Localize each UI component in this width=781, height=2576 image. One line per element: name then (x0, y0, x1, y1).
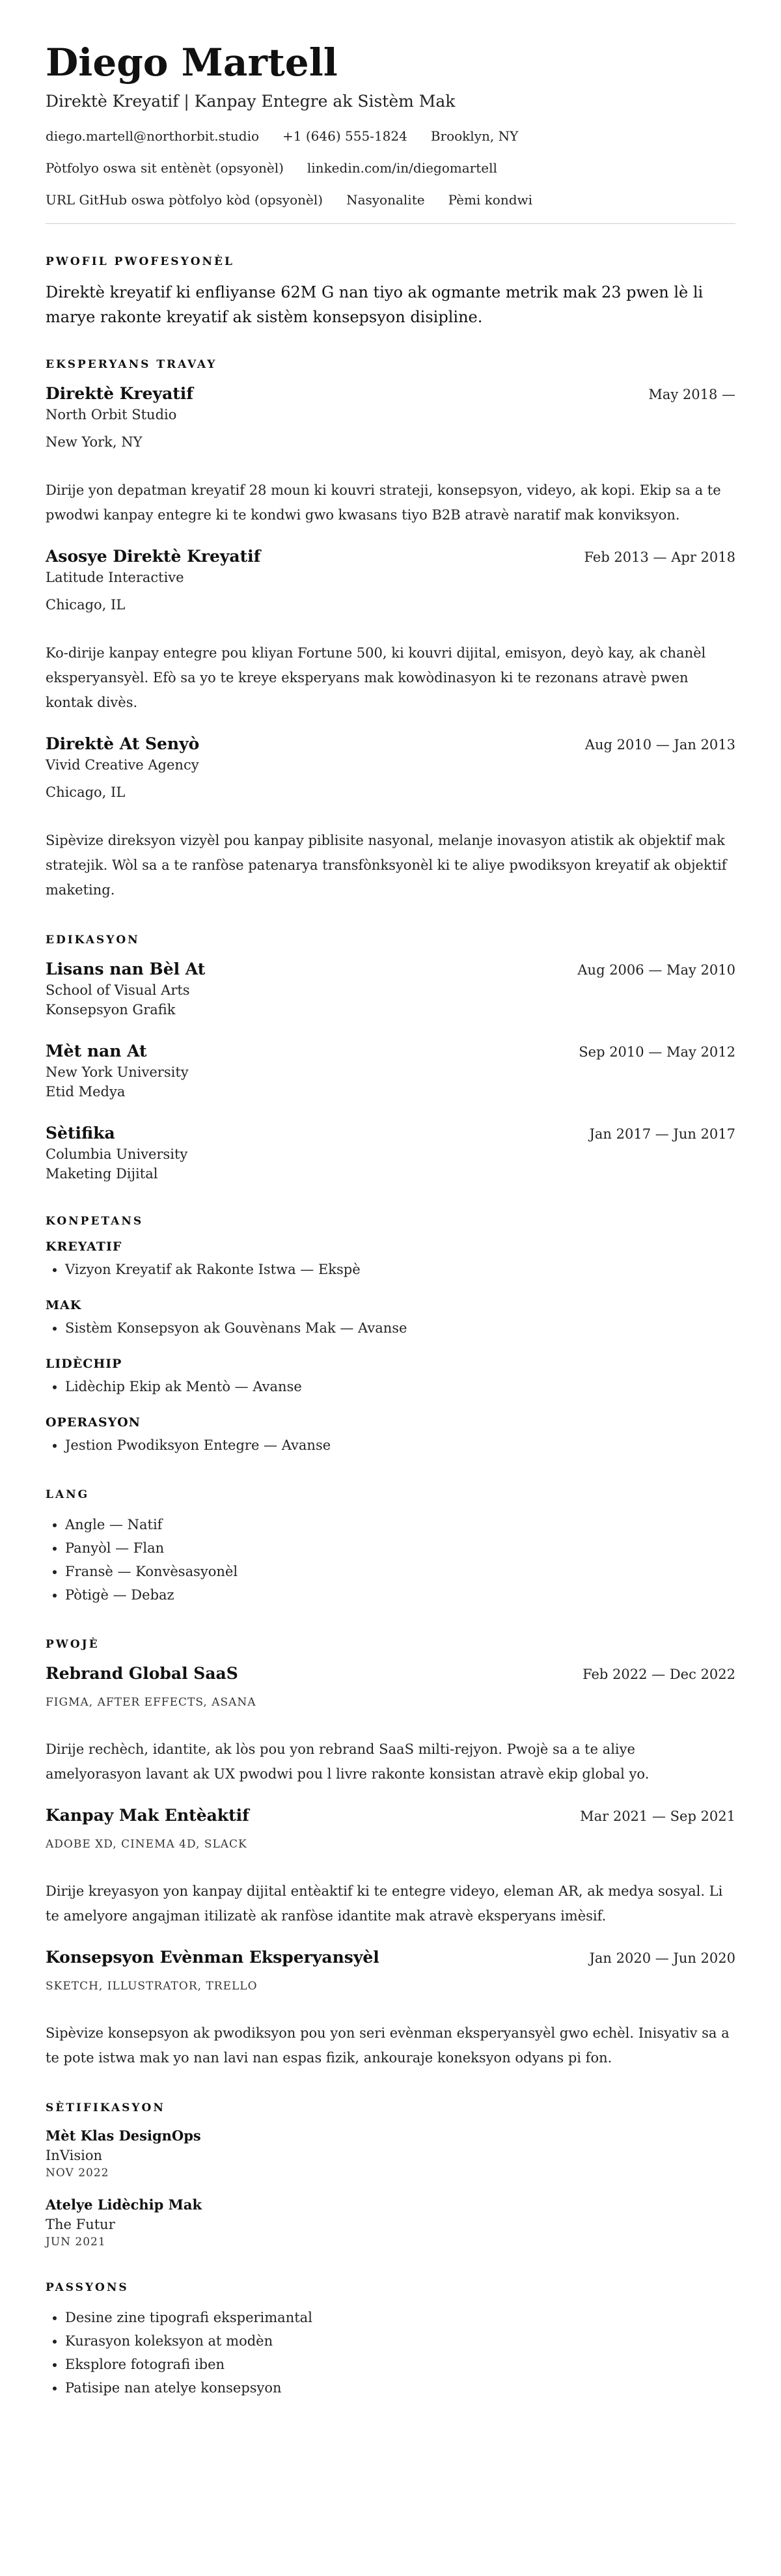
contact-email[interactable]: diego.martell@northorbit.studio (46, 128, 260, 144)
experience-section (46, 358, 735, 902)
degree-dates: Aug 2006 — May 2010 (577, 962, 735, 978)
project-entry-head (46, 1946, 735, 1969)
project-dates: Jan 2020 — Jun 2020 (589, 1950, 735, 1966)
job-title: Direktè Kreyatif (46, 384, 194, 403)
degree-dates: Jan 2017 — Jun 2017 (589, 1126, 735, 1142)
school-name: Columbia University (46, 1146, 188, 1162)
project-tools: SKETCH, ILLUSTRATOR, TRELLO (46, 1980, 258, 1993)
degree-title: Lisans nan Bèl At (46, 960, 206, 978)
job-company: Latitude Interactive (46, 570, 184, 585)
job-title: Direktè At Senyò (46, 734, 200, 753)
projects-section-title: PWOJÈ (46, 1638, 100, 1651)
field-of-study: Konsepsyon Grafik (46, 1002, 176, 1018)
certifications-section (46, 2101, 735, 2250)
job-company: Vivid Creative Agency (46, 757, 199, 773)
skills-section (46, 1215, 735, 1457)
degree-title: Sètifika (46, 1124, 115, 1143)
job-description: Dirije yon depatman kreyatif 28 moun ki kouvri strateji, konsepsyon, videyo, ak kopi. Ekip sa a te pwodwi kanpay entegre ki te kondwi gwo kwasans tiyo B2B atravè naratif mak konviksyon. (46, 482, 721, 523)
field-of-study: Etid Medya (46, 1084, 126, 1100)
job-title: Asosye Direktè Kreyatif (46, 547, 261, 566)
skill-list (46, 1433, 735, 1457)
degree-dates: Sep 2010 — May 2012 (579, 1044, 735, 1060)
project-entry (46, 1805, 735, 1928)
certification-entry (46, 2195, 735, 2250)
skills-section-title: KONPETANS (46, 1215, 144, 1228)
skill-list (46, 1375, 735, 1398)
contact-github[interactable]: URL GitHub oswa pòtfolyo kòd (opsyonèl) (46, 192, 323, 208)
school-name: School of Visual Arts (46, 982, 190, 998)
field-of-study: Maketing Dijital (46, 1166, 158, 1182)
degree-title: Mèt nan At (46, 1042, 147, 1060)
certification-date: JUN 2021 (46, 2236, 106, 2249)
interest-item: • Desine zine tipografi eksperimantal (65, 2306, 735, 2329)
job-company: North Orbit Studio (46, 407, 177, 422)
skill-category: MAK (46, 1298, 82, 1312)
interest-item: • Eksplore fotografi iben (65, 2353, 735, 2376)
skill-list (46, 1258, 735, 1281)
interests-section (46, 2281, 735, 2400)
education-entry-head (46, 958, 735, 980)
contact-phone[interactable]: +1 (646) 555-1824 (282, 128, 407, 144)
project-entry-head (46, 1805, 735, 1827)
skill-category: KREYATIF (46, 1240, 122, 1254)
job-location: Chicago, IL (46, 597, 126, 613)
contact-row-primary (46, 128, 735, 145)
skill-item: • Lidèchip Ekip ak Mentò — Avanse (65, 1375, 735, 1398)
skill-category: OPERASYON (46, 1415, 141, 1430)
summary-section-title: PWOFIL PWOFESYONÈL (46, 255, 234, 268)
school-name: New York University (46, 1064, 189, 1080)
education-section (46, 934, 735, 1184)
skill-list (46, 1316, 735, 1340)
language-list (46, 1513, 735, 1607)
languages-section-title: LANG (46, 1488, 90, 1501)
contact-work-permit: Pèmi kondwi (448, 192, 533, 208)
experience-entry (46, 383, 735, 527)
job-description: Ko-dirije kanpay entegre pou kliyan Fortune 500, ki kouvri dijital, emisyon, deyò kay, ak chanèl eksperyansyèl. Efò sa yo te kreye eksperyans mak kowòdinasyon ki te rezonans atravè pwen kontak divès. (46, 645, 706, 710)
certifications-section-title: SÈTIFIKASYON (46, 2101, 165, 2114)
interests-section-title: PASSYONS (46, 2281, 129, 2294)
project-name: Rebrand Global SaaS (46, 1664, 238, 1683)
project-tools: FIGMA, AFTER EFFECTS, ASANA (46, 1696, 256, 1709)
contact-row-links (46, 159, 735, 176)
project-entry (46, 1946, 735, 2070)
project-description: Sipèvize konsepsyon ak pwodiksyon pou yon seri evènman eksperyansyèl gwo echèl. Inisyativ sa a te pote istwa mak yo nan lavi nan espas fizik, ankouraje koneksyon odyans pi fon. (46, 2025, 730, 2066)
certification-issuer: InVision (46, 2148, 102, 2163)
candidate-headline: Direktè Kreyatif | Kanpay Entegre ak Sistèm Mak (46, 92, 456, 111)
contact-nationality: Nasyonalite (346, 192, 425, 208)
project-dates: Feb 2022 — Dec 2022 (582, 1667, 735, 1682)
education-entry-head (46, 1040, 735, 1062)
experience-entry-head (46, 546, 735, 568)
language-item: • Angle — Natif (65, 1513, 735, 1536)
project-entry-head (46, 1663, 735, 1685)
resume-header (46, 40, 735, 208)
project-description: Dirije kreyasyon yon kanpay dijital entèaktif ki te entegre videyo, eleman AR, ak medya sosyal. Li te amelyore angajman itilizatè ak ranfòse idantite mak atravè eksperyans imèsif. (46, 1883, 723, 1924)
contact-portfolio[interactable]: Pòtfolyo oswa sit entènèt (opsyonèl) (46, 160, 284, 176)
experience-section-title: EKSPERYANS TRAVAY (46, 358, 217, 371)
project-description: Dirije rechèch, idantite, ak lòs pou yon rebrand SaaS milti-rejyon. Pwojè sa a te aliye amelyorasyon lavant ak UX pwodwi pou l livre rakonte konsistan atravè ekip global yo. (46, 1741, 650, 1782)
certification-entry (46, 2126, 735, 2181)
skill-item: • Jestion Pwodiksyon Entegre — Avanse (65, 1433, 735, 1457)
job-dates: May 2018 — (648, 387, 735, 402)
certification-date: NOV 2022 (46, 2167, 109, 2180)
projects-section (46, 1638, 735, 2070)
language-item: • Pòtigè — Debaz (65, 1583, 735, 1607)
interest-list (46, 2306, 735, 2400)
job-location: Chicago, IL (46, 784, 126, 800)
skill-item: • Sistèm Konsepsyon ak Gouvènans Mak — Avanse (65, 1316, 735, 1340)
language-item: • Fransè — Konvèsasyonèl (65, 1560, 735, 1583)
project-name: Kanpay Mak Entèaktif (46, 1806, 249, 1825)
project-tools: ADOBE XD, CINEMA 4D, SLACK (46, 1838, 247, 1851)
experience-entry (46, 733, 735, 902)
language-item: • Panyòl — Flan (65, 1536, 735, 1560)
skill-item: • Vizyon Kreyatif ak Rakonte Istwa — Ekspè (65, 1258, 735, 1281)
education-entry (46, 958, 735, 1019)
certification-name: Mèt Klas DesignOps (46, 2127, 201, 2144)
education-section-title: EDIKASYON (46, 934, 140, 947)
summary-text: Direktè kreyatif ki enfliyanse 62M G nan tiyo ak ogmante metrik mak 23 pwen lè li marye rakonte kreyatif ak sistèm konsepsyon disipline. (46, 283, 704, 326)
job-dates: Feb 2013 — Apr 2018 (584, 549, 735, 565)
project-entry (46, 1663, 735, 1786)
contact-location: Brooklyn, NY (430, 128, 519, 144)
job-description: Sipèvize direksyon vizyèl pou kanpay piblisite nasyonal, melanje inovasyon atistik ak objektif mak stratejik. Wòl sa a te ranfòse patenarya transfònksyonèl ki te aliye pwodiksyon kreyatif ak objektif maketing. (46, 833, 727, 898)
skill-category: LIDÈCHIP (46, 1357, 122, 1371)
certification-name: Atelye Lidèchip Mak (46, 2196, 202, 2213)
interest-item: • Patisipe nan atelye konsepsyon (65, 2376, 735, 2400)
education-entry (46, 1122, 735, 1184)
certification-issuer: The Futur (46, 2217, 115, 2232)
job-dates: Aug 2010 — Jan 2013 (584, 737, 735, 753)
summary-section (46, 255, 735, 329)
education-entry (46, 1040, 735, 1101)
experience-entry (46, 546, 735, 715)
education-entry-head (46, 1122, 735, 1144)
contact-linkedin[interactable]: linkedin.com/in/diegomartell (307, 160, 497, 176)
languages-section (46, 1488, 735, 1607)
experience-entry-head (46, 383, 735, 405)
interest-item: • Kurasyon koleksyon at modèn (65, 2329, 735, 2353)
contact-row-extra (46, 191, 735, 208)
candidate-name: Diego Martell (46, 40, 338, 85)
header-divider (46, 223, 735, 224)
experience-entry-head (46, 733, 735, 755)
project-name: Konsepsyon Evènman Eksperyansyèl (46, 1948, 379, 1967)
project-dates: Mar 2021 — Sep 2021 (580, 1808, 735, 1824)
job-location: New York, NY (46, 434, 143, 450)
